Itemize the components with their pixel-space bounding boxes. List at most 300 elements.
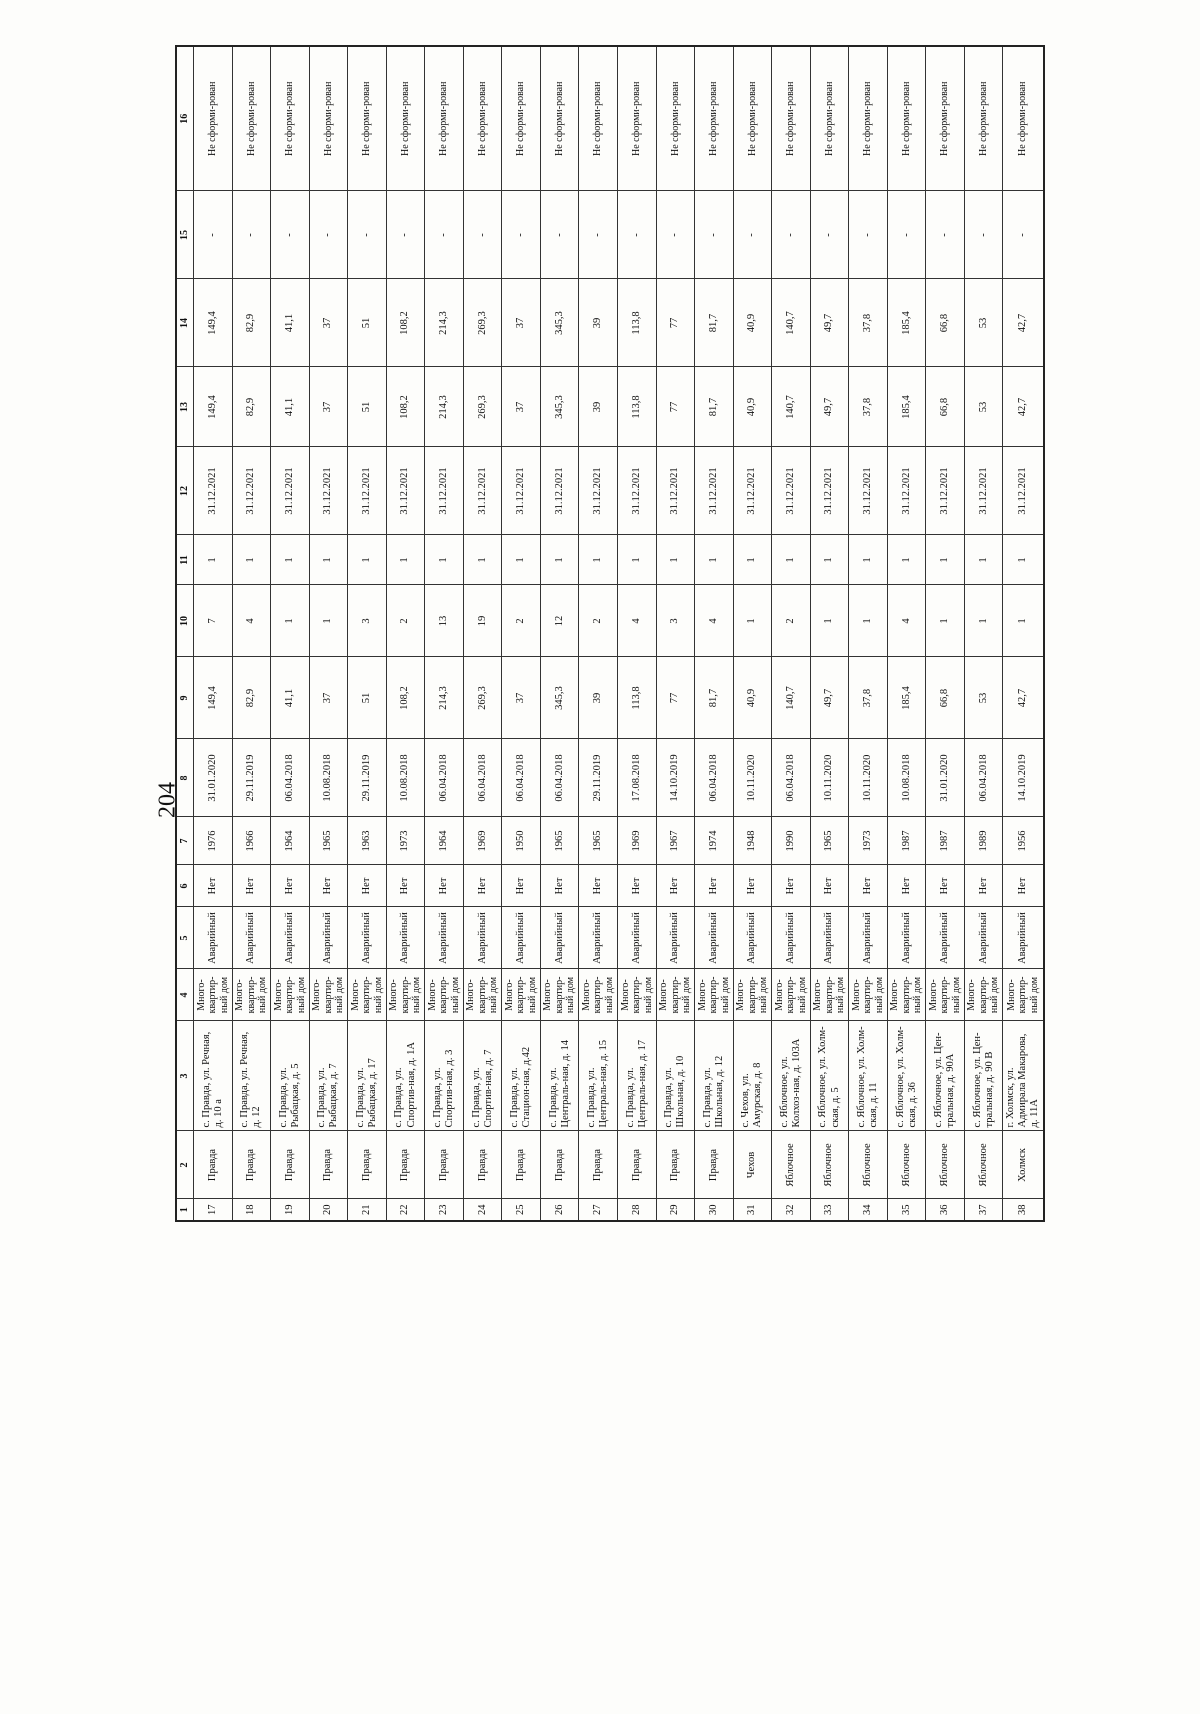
column-number: 15 bbox=[176, 191, 194, 279]
table-cell: 10.08.2018 bbox=[386, 739, 425, 817]
table-cell: 1 bbox=[964, 535, 1003, 585]
table-cell: 2 bbox=[772, 585, 811, 657]
table-cell: 31.12.2021 bbox=[849, 447, 888, 535]
table-cell: Нет bbox=[502, 865, 541, 907]
table-cell: с. Правда, ул. Рыбацкая, д. 5 bbox=[271, 1021, 310, 1131]
table-cell: 149,4 bbox=[194, 279, 233, 367]
table-row bbox=[887, 46, 926, 1221]
table-cell: 1969 bbox=[463, 817, 502, 865]
table-cell: 149,4 bbox=[194, 657, 233, 739]
table-cell: 40,9 bbox=[733, 367, 772, 447]
table-cell: 41,1 bbox=[271, 657, 310, 739]
table-cell: 06.04.2018 bbox=[271, 739, 310, 817]
table-cell: Нет bbox=[271, 865, 310, 907]
table-cell: 37,8 bbox=[849, 657, 888, 739]
table-cell: - bbox=[695, 191, 734, 279]
table-cell: 34 bbox=[849, 1199, 888, 1221]
table-cell: 32 bbox=[772, 1199, 811, 1221]
table-cell: Не сформи-рован bbox=[425, 46, 464, 191]
table-cell: 3 bbox=[656, 585, 695, 657]
table-cell: 77 bbox=[656, 657, 695, 739]
table-cell: 1 bbox=[810, 585, 849, 657]
table-cell: 31.01.2020 bbox=[926, 739, 965, 817]
table-cell: 4 bbox=[232, 585, 271, 657]
header-row bbox=[176, 46, 194, 1221]
table-cell: 1967 bbox=[656, 817, 695, 865]
column-number: 2 bbox=[176, 1131, 194, 1199]
table-cell: Много-квартир-ный дом bbox=[425, 969, 464, 1021]
table-cell: 82,9 bbox=[232, 367, 271, 447]
table-cell: Не сформи-рован bbox=[695, 46, 734, 191]
table-row bbox=[502, 46, 541, 1221]
table-cell: Аварийный bbox=[425, 907, 464, 969]
table-cell: 29.11.2019 bbox=[579, 739, 618, 817]
table-cell: Нет bbox=[579, 865, 618, 907]
housing-register-table bbox=[175, 45, 1045, 1222]
table-cell: Аварийный bbox=[463, 907, 502, 969]
table-cell: с. Правда, ул. Централь-ная, д. 17 bbox=[618, 1021, 657, 1131]
table-cell: 269,3 bbox=[463, 367, 502, 447]
table-cell: 1965 bbox=[810, 817, 849, 865]
table-cell: 2 bbox=[502, 585, 541, 657]
table-cell: Правда bbox=[348, 1131, 387, 1199]
table-row bbox=[810, 46, 849, 1221]
table-cell: - bbox=[579, 191, 618, 279]
page-number: 204 bbox=[154, 782, 181, 818]
table-row bbox=[926, 46, 965, 1221]
table-cell: Правда bbox=[194, 1131, 233, 1199]
table-cell: 1 bbox=[271, 535, 310, 585]
table-cell: - bbox=[926, 191, 965, 279]
table-cell: 14.10.2019 bbox=[656, 739, 695, 817]
table-cell: 108,2 bbox=[386, 367, 425, 447]
table-cell: 29.11.2019 bbox=[348, 739, 387, 817]
table-cell: 31.12.2021 bbox=[271, 447, 310, 535]
table-cell: 149,4 bbox=[194, 367, 233, 447]
table-cell: 10.08.2018 bbox=[887, 739, 926, 817]
table-cell: - bbox=[309, 191, 348, 279]
table-cell: 22 bbox=[386, 1199, 425, 1221]
table-cell: Аварийный bbox=[194, 907, 233, 969]
table-cell: 1948 bbox=[733, 817, 772, 865]
table-cell: Не сформи-рован bbox=[733, 46, 772, 191]
table-cell: Аварийный bbox=[964, 907, 1003, 969]
table-cell: Яблочное bbox=[772, 1131, 811, 1199]
table-cell: 7 bbox=[194, 585, 233, 657]
table-cell: 4 bbox=[618, 585, 657, 657]
table-cell: 1956 bbox=[1003, 817, 1044, 865]
table-cell: 30 bbox=[695, 1199, 734, 1221]
table-cell: Много-квартир-ный дом bbox=[810, 969, 849, 1021]
table-cell: Не сформи-рован bbox=[386, 46, 425, 191]
table-cell: 39 bbox=[579, 367, 618, 447]
table-cell: Не сформи-рован bbox=[964, 46, 1003, 191]
table-cell: 1963 bbox=[348, 817, 387, 865]
table-cell: Много-квартир-ный дом bbox=[1003, 969, 1044, 1021]
table-cell: Чехов bbox=[733, 1131, 772, 1199]
table-cell: 41,1 bbox=[271, 279, 310, 367]
table-cell: Аварийный bbox=[926, 907, 965, 969]
table-cell: 1 bbox=[733, 535, 772, 585]
table-cell: Аварийный bbox=[502, 907, 541, 969]
table-cell: 37 bbox=[309, 657, 348, 739]
table-cell: 06.04.2018 bbox=[463, 739, 502, 817]
table-cell: Много-квартир-ный дом bbox=[386, 969, 425, 1021]
table-row bbox=[348, 46, 387, 1221]
table-cell: Яблочное bbox=[964, 1131, 1003, 1199]
table-cell: 140,7 bbox=[772, 279, 811, 367]
table-cell: 39 bbox=[579, 279, 618, 367]
table-cell: с. Яблочное, ул. Холм-ская, д. 11 bbox=[849, 1021, 888, 1131]
table-cell: 1 bbox=[194, 535, 233, 585]
table-cell: 29 bbox=[656, 1199, 695, 1221]
table-cell: с. Правда, ул. Рыбацкая, д. 7 bbox=[309, 1021, 348, 1131]
table-cell: 1973 bbox=[386, 817, 425, 865]
table-cell: 06.04.2018 bbox=[695, 739, 734, 817]
table-cell: Много-квартир-ный дом bbox=[656, 969, 695, 1021]
table-row bbox=[579, 46, 618, 1221]
table-cell: 31.12.2021 bbox=[618, 447, 657, 535]
table-row bbox=[656, 46, 695, 1221]
table-cell: 31.12.2021 bbox=[386, 447, 425, 535]
column-number: 12 bbox=[176, 447, 194, 535]
table-cell: 17.08.2018 bbox=[618, 739, 657, 817]
table-cell: 37 bbox=[309, 279, 348, 367]
table-cell: Аварийный bbox=[887, 907, 926, 969]
table-cell: с. Яблочное, ул. Цен-тральная, д. 90 В bbox=[964, 1021, 1003, 1131]
table-cell: Не сформи-рован bbox=[810, 46, 849, 191]
table-cell: 82,9 bbox=[232, 279, 271, 367]
table-cell: Аварийный bbox=[733, 907, 772, 969]
table-cell: Аварийный bbox=[618, 907, 657, 969]
table-cell: 19 bbox=[463, 585, 502, 657]
table-cell: Правда bbox=[425, 1131, 464, 1199]
table-cell: 1 bbox=[810, 535, 849, 585]
table-cell: Не сформи-рован bbox=[232, 46, 271, 191]
table-row bbox=[425, 46, 464, 1221]
table-cell: 31.12.2021 bbox=[733, 447, 772, 535]
table-cell: Много-квартир-ный дом bbox=[502, 969, 541, 1021]
table-cell: 1950 bbox=[502, 817, 541, 865]
table-cell: 81,7 bbox=[695, 367, 734, 447]
table-cell: 42,7 bbox=[1003, 367, 1044, 447]
table-row bbox=[309, 46, 348, 1221]
table-cell: - bbox=[849, 191, 888, 279]
table-cell: Аварийный bbox=[1003, 907, 1044, 969]
table-cell: 42,7 bbox=[1003, 279, 1044, 367]
table-cell: 24 bbox=[463, 1199, 502, 1221]
table-cell: 113,8 bbox=[618, 367, 657, 447]
table-row bbox=[386, 46, 425, 1221]
column-number: 1 bbox=[176, 1199, 194, 1221]
table-cell: 2 bbox=[386, 585, 425, 657]
table-cell: Не сформи-рован bbox=[348, 46, 387, 191]
table-cell: с. Правда, ул. Речная, д. 12 bbox=[232, 1021, 271, 1131]
table-cell: 1 bbox=[232, 535, 271, 585]
table-cell: 28 bbox=[618, 1199, 657, 1221]
table-cell: 1 bbox=[271, 585, 310, 657]
table-cell: Не сформи-рован bbox=[579, 46, 618, 191]
table-cell: 31.12.2021 bbox=[540, 447, 579, 535]
table-row bbox=[964, 46, 1003, 1221]
table-cell: 31 bbox=[733, 1199, 772, 1221]
table-cell: 269,3 bbox=[463, 279, 502, 367]
table-cell: 31.12.2021 bbox=[926, 447, 965, 535]
table-cell: 1 bbox=[386, 535, 425, 585]
table-cell: 37 bbox=[502, 657, 541, 739]
table-cell: - bbox=[733, 191, 772, 279]
table-cell: Не сформи-рован bbox=[540, 46, 579, 191]
table-cell: - bbox=[194, 191, 233, 279]
column-number: 8 bbox=[176, 739, 194, 817]
table-cell: с. Правда, ул. Школьная, д. 12 bbox=[695, 1021, 734, 1131]
table-cell: Яблочное bbox=[810, 1131, 849, 1199]
table-cell: 185,4 bbox=[887, 279, 926, 367]
table-cell: 40,9 bbox=[733, 279, 772, 367]
table-cell: 81,7 bbox=[695, 279, 734, 367]
table-cell: 1969 bbox=[618, 817, 657, 865]
table-cell: Аварийный bbox=[232, 907, 271, 969]
table-cell: 29.11.2019 bbox=[232, 739, 271, 817]
table-row bbox=[618, 46, 657, 1221]
table-cell: 1965 bbox=[309, 817, 348, 865]
table-cell: Много-квартир-ный дом bbox=[271, 969, 310, 1021]
table-cell: Нет bbox=[463, 865, 502, 907]
table-cell: 66,8 bbox=[926, 279, 965, 367]
table-cell: Аварийный bbox=[386, 907, 425, 969]
table-cell: 53 bbox=[964, 657, 1003, 739]
table-cell: 10.11.2020 bbox=[849, 739, 888, 817]
table-cell: Аварийный bbox=[579, 907, 618, 969]
table-cell: 41,1 bbox=[271, 367, 310, 447]
table-cell: 185,4 bbox=[887, 657, 926, 739]
table-cell: Правда bbox=[463, 1131, 502, 1199]
table-cell: 31.12.2021 bbox=[502, 447, 541, 535]
table-cell: Много-квартир-ный дом bbox=[540, 969, 579, 1021]
table-cell: - bbox=[772, 191, 811, 279]
table-cell: Нет bbox=[348, 865, 387, 907]
column-number: 4 bbox=[176, 969, 194, 1021]
column-number: 10 bbox=[176, 585, 194, 657]
table-cell: Яблочное bbox=[887, 1131, 926, 1199]
table-cell: Правда bbox=[618, 1131, 657, 1199]
table-cell: Много-квартир-ный дом bbox=[232, 969, 271, 1021]
table-cell: 25 bbox=[502, 1199, 541, 1221]
table-cell: Не сформи-рован bbox=[1003, 46, 1044, 191]
table-row bbox=[463, 46, 502, 1221]
table-cell: Аварийный bbox=[695, 907, 734, 969]
table-cell: Много-квартир-ный дом bbox=[733, 969, 772, 1021]
table-cell: Нет bbox=[926, 865, 965, 907]
table-cell: - bbox=[386, 191, 425, 279]
table-row bbox=[1003, 46, 1044, 1221]
table-cell: 214,3 bbox=[425, 367, 464, 447]
table-cell: 77 bbox=[656, 367, 695, 447]
table-cell: Нет bbox=[733, 865, 772, 907]
table-cell: 1974 bbox=[695, 817, 734, 865]
table-cell: 12 bbox=[540, 585, 579, 657]
table-cell: 66,8 bbox=[926, 367, 965, 447]
table-cell: с. Яблочное, ул. Холм-ская, д. 5 bbox=[810, 1021, 849, 1131]
table-cell: 17 bbox=[194, 1199, 233, 1221]
table-cell: 51 bbox=[348, 279, 387, 367]
rotated-table-wrapper bbox=[175, 47, 1045, 1222]
table-cell: 49,7 bbox=[810, 279, 849, 367]
table-row bbox=[733, 46, 772, 1221]
table-cell: с. Правда, ул. Спортив-ная, д. 3 bbox=[425, 1021, 464, 1131]
table-cell: 1 bbox=[849, 535, 888, 585]
table-cell: 31.12.2021 bbox=[772, 447, 811, 535]
table-cell: Нет bbox=[232, 865, 271, 907]
table-body bbox=[176, 46, 1044, 1221]
table-cell: Много-квартир-ный дом bbox=[309, 969, 348, 1021]
table-cell: Аварийный bbox=[849, 907, 888, 969]
table-cell: 185,4 bbox=[887, 367, 926, 447]
table-cell: - bbox=[656, 191, 695, 279]
table-cell: 19 bbox=[271, 1199, 310, 1221]
table-cell: Нет bbox=[425, 865, 464, 907]
table-cell: 1 bbox=[849, 585, 888, 657]
table-cell: Правда bbox=[309, 1131, 348, 1199]
table-row bbox=[772, 46, 811, 1221]
table-cell: - bbox=[810, 191, 849, 279]
table-cell: Правда bbox=[540, 1131, 579, 1199]
table-cell: 37 bbox=[309, 367, 348, 447]
table-cell: Не сформи-рован bbox=[309, 46, 348, 191]
table-cell: 53 bbox=[964, 279, 1003, 367]
table-cell: Не сформи-рован bbox=[926, 46, 965, 191]
table-cell: Правда bbox=[271, 1131, 310, 1199]
table-cell: - bbox=[232, 191, 271, 279]
table-cell: 108,2 bbox=[386, 657, 425, 739]
table-cell: г. Холмск, ул. Адмирала Макарова, д. 11А bbox=[1003, 1021, 1044, 1131]
table-cell: 1 bbox=[733, 585, 772, 657]
table-cell: Нет bbox=[849, 865, 888, 907]
table-cell: Много-квартир-ный дом bbox=[695, 969, 734, 1021]
table-cell: Правда bbox=[695, 1131, 734, 1199]
table-cell: Аварийный bbox=[772, 907, 811, 969]
table-cell: с. Правда, ул. Централь-ная, д. 14 bbox=[540, 1021, 579, 1131]
table-cell: 06.04.2018 bbox=[425, 739, 464, 817]
table-cell: - bbox=[887, 191, 926, 279]
table-cell: 1 bbox=[887, 535, 926, 585]
table-cell: Много-квартир-ный дом bbox=[579, 969, 618, 1021]
table-cell: с. Чехов, ул. Амурская, д. 8 bbox=[733, 1021, 772, 1131]
table-cell: 20 bbox=[309, 1199, 348, 1221]
table-cell: Нет bbox=[695, 865, 734, 907]
table-cell: 1 bbox=[579, 535, 618, 585]
table-cell: 06.04.2018 bbox=[964, 739, 1003, 817]
table-cell: Правда bbox=[502, 1131, 541, 1199]
table-cell: 31.12.2021 bbox=[232, 447, 271, 535]
table-cell: 1 bbox=[656, 535, 695, 585]
table-cell: Много-квартир-ный дом bbox=[887, 969, 926, 1021]
table-cell: Правда bbox=[656, 1131, 695, 1199]
table-cell: - bbox=[463, 191, 502, 279]
column-number: 5 bbox=[176, 907, 194, 969]
table-cell: 1 bbox=[1003, 535, 1044, 585]
table-cell: 1 bbox=[695, 535, 734, 585]
table-cell: Много-квартир-ный дом bbox=[618, 969, 657, 1021]
table-cell: - bbox=[348, 191, 387, 279]
table-cell: 4 bbox=[695, 585, 734, 657]
table-cell: 35 bbox=[887, 1199, 926, 1221]
table-cell: с. Правда, ул. Спортив-ная, д. 1А bbox=[386, 1021, 425, 1131]
table-cell: Аварийный bbox=[348, 907, 387, 969]
table-cell: Не сформи-рован bbox=[271, 46, 310, 191]
column-number: 13 bbox=[176, 367, 194, 447]
table-cell: Много-квартир-ный дом bbox=[194, 969, 233, 1021]
table-cell: 345,3 bbox=[540, 279, 579, 367]
table-cell: Много-квартир-ный дом bbox=[348, 969, 387, 1021]
table-cell: - bbox=[502, 191, 541, 279]
table-cell: 31.12.2021 bbox=[194, 447, 233, 535]
table-cell: Не сформи-рован bbox=[618, 46, 657, 191]
table-cell: 06.04.2018 bbox=[772, 739, 811, 817]
table-cell: 2 bbox=[579, 585, 618, 657]
table-cell: 1987 bbox=[926, 817, 965, 865]
table-cell: 66,8 bbox=[926, 657, 965, 739]
table-cell: Нет bbox=[656, 865, 695, 907]
table-cell: 113,8 bbox=[618, 657, 657, 739]
table-cell: Не сформи-рован bbox=[502, 46, 541, 191]
table-cell: 345,3 bbox=[540, 367, 579, 447]
table-cell: 31.12.2021 bbox=[425, 447, 464, 535]
table-cell: с. Яблочное, ул. Цен-тральная, д. 90А bbox=[926, 1021, 965, 1131]
table-cell: 269,3 bbox=[463, 657, 502, 739]
table-cell: - bbox=[540, 191, 579, 279]
table-cell: 49,7 bbox=[810, 367, 849, 447]
table-cell: Нет bbox=[618, 865, 657, 907]
table-cell: Аварийный bbox=[810, 907, 849, 969]
column-number: 3 bbox=[176, 1021, 194, 1131]
table-cell: 140,7 bbox=[772, 367, 811, 447]
table-cell: - bbox=[618, 191, 657, 279]
table-cell: Правда bbox=[386, 1131, 425, 1199]
table-cell: 3 bbox=[348, 585, 387, 657]
column-number: 9 bbox=[176, 657, 194, 739]
table-cell: Правда bbox=[579, 1131, 618, 1199]
table-cell: Аварийный bbox=[540, 907, 579, 969]
table-cell: 37,8 bbox=[849, 367, 888, 447]
table-cell: 1 bbox=[502, 535, 541, 585]
table-cell: 10.11.2020 bbox=[810, 739, 849, 817]
column-number: 14 bbox=[176, 279, 194, 367]
table-cell: 49,7 bbox=[810, 657, 849, 739]
table-cell: 31.01.2020 bbox=[194, 739, 233, 817]
table-cell: 1965 bbox=[540, 817, 579, 865]
table-cell: Аварийный bbox=[309, 907, 348, 969]
table-cell: Нет bbox=[386, 865, 425, 907]
table-cell: 77 bbox=[656, 279, 695, 367]
table-cell: с. Яблочное, ул. Колхоз-ная, д. 103А bbox=[772, 1021, 811, 1131]
table-cell: 31.12.2021 bbox=[309, 447, 348, 535]
table-cell: 1 bbox=[540, 535, 579, 585]
table-cell: Не сформи-рован bbox=[887, 46, 926, 191]
table-cell: с. Правда, ул. Речная, д. 10 а bbox=[194, 1021, 233, 1131]
table-cell: 214,3 bbox=[425, 279, 464, 367]
table-cell: Нет bbox=[772, 865, 811, 907]
table-cell: Нет bbox=[1003, 865, 1044, 907]
table-cell: - bbox=[271, 191, 310, 279]
table-cell: Не сформи-рован bbox=[656, 46, 695, 191]
table-cell: 1973 bbox=[849, 817, 888, 865]
table-cell: 1 bbox=[964, 585, 1003, 657]
table-cell: 18 bbox=[232, 1199, 271, 1221]
table-cell: 1 bbox=[463, 535, 502, 585]
table-cell: - bbox=[964, 191, 1003, 279]
table-cell: 1989 bbox=[964, 817, 1003, 865]
